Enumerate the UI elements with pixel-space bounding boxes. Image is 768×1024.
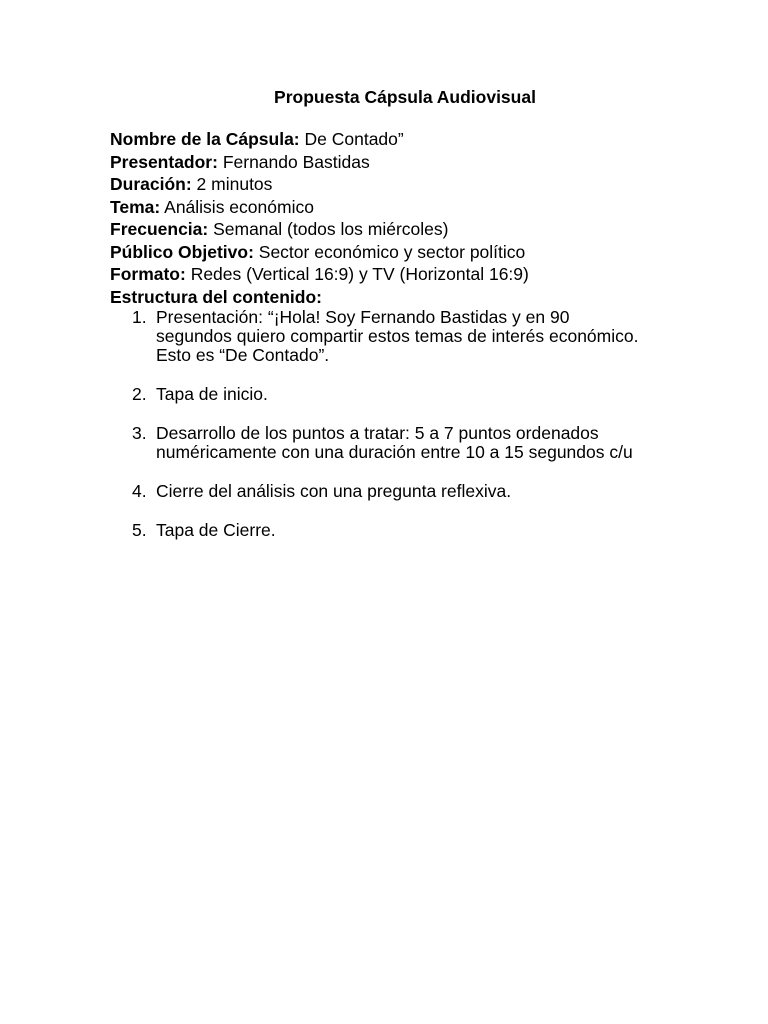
field-frecuencia [110, 218, 672, 241]
field-value: Semanal (todos los miércoles) [208, 219, 449, 239]
field-presentador [110, 151, 672, 174]
list-line: Desarrollo de los puntos a tratar: 5 a 7 puntos ordenados [156, 423, 599, 443]
field-label: Nombre de la Cápsula: [110, 129, 300, 149]
list-line: segundos quiero compartir estos temas de interés económico. [156, 326, 639, 346]
list-item [110, 385, 672, 404]
field-label: Presentador: [110, 151, 218, 172]
list-line: Tapa de Cierre. [156, 520, 276, 540]
field-tema [110, 196, 672, 219]
field-value: Sector económico y sector político [253, 241, 526, 262]
field-label: Tema: [110, 196, 161, 217]
list-item [110, 521, 672, 540]
field-label: Duración: [110, 174, 192, 194]
field-value: Redes (Vertical 16:9) y TV (Horizontal 16:9) [185, 264, 529, 284]
list-number: 5. [132, 520, 147, 540]
list-line: Presentación: “¡Hola! Soy Fernando Bastidas y en 90 [156, 307, 570, 327]
list-line: Tapa de inicio. [156, 384, 268, 404]
metadata-fields [110, 128, 672, 286]
field-value: De Contado” [299, 129, 404, 149]
field-formato [110, 263, 672, 286]
content-structure-list [110, 308, 672, 540]
field-duracion [110, 173, 672, 196]
list-item [110, 424, 672, 462]
field-label: Público Objetivo: [110, 241, 254, 262]
list-number: 2. [132, 384, 147, 404]
field-value: Fernando Bastidas [217, 151, 370, 172]
list-item [110, 308, 672, 365]
list-line: Esto es “De Contado”. [156, 345, 330, 365]
document-title: Propuesta Cápsula Audiovisual [274, 87, 536, 107]
list-number: 3. [132, 423, 147, 443]
field-value: 2 minutos [191, 174, 273, 194]
list-line: Cierre del análisis con una pregunta reflexiva. [156, 481, 512, 501]
field-publico-objetivo [110, 241, 672, 264]
field-label: Frecuencia: [110, 219, 209, 239]
field-nombre [110, 128, 672, 151]
list-number: 4. [132, 481, 147, 501]
list-item [110, 482, 672, 501]
list-number: 1. [132, 307, 147, 327]
field-value: Análisis económico [160, 196, 314, 217]
list-line: numéricamente con una duración entre 10 a 15 segundos c/u [156, 442, 633, 462]
structure-heading: Estructura del contenido: [110, 286, 322, 307]
field-label: Formato: [110, 264, 186, 284]
